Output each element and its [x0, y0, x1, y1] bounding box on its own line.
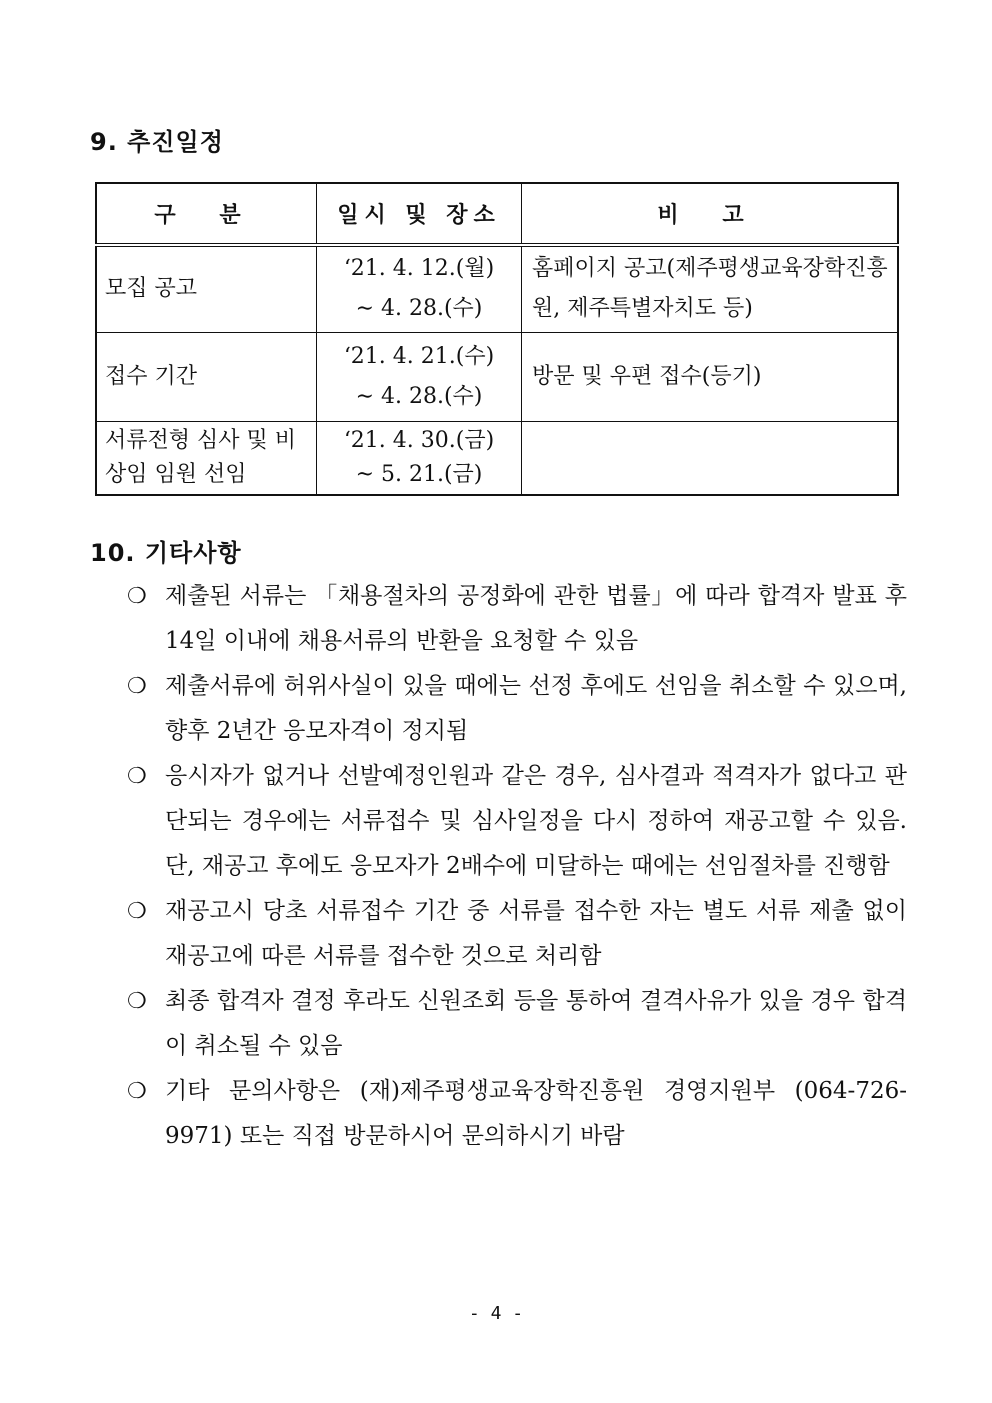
date-end: ∼ 4. 28.(수): [355, 296, 483, 322]
page-number: - 4 -: [468, 1303, 524, 1324]
note-text: 제출된 서류는 「채용절차의 공정화에 관한 법률」에 따라 합격자 발표 후 14일 이내에 채용서류의 반환을 요청할 수 있음: [165, 583, 907, 654]
circle-bullet-icon: ❍: [127, 989, 147, 1014]
date-start: ‘21. 4. 21.(수): [343, 343, 495, 369]
schedule-table: [95, 182, 899, 496]
list-item: [127, 574, 907, 664]
table-row: [96, 332, 898, 421]
list-item: [127, 754, 907, 889]
circle-bullet-icon: ❍: [127, 674, 147, 699]
date-end: ∼ 4. 28.(수): [355, 383, 483, 409]
header-remarks: 비 고: [522, 183, 899, 245]
table-row: [96, 421, 898, 495]
note-text: 최종 합격자 결정 후라도 신원조회 등을 통하여 결격사유가 있을 경우 합격이 취소될 수 있음: [165, 988, 907, 1059]
row-category: 접수 기간: [96, 332, 317, 421]
row-category: 모집 공고: [96, 245, 317, 332]
list-item: [127, 664, 907, 754]
section-10-title: 10. 기타사항: [90, 539, 242, 567]
row-date: [317, 245, 522, 332]
row-date: [317, 421, 522, 495]
note-text: 기타 문의사항은 (재)제주평생교육장학진흥원 경영지원부 (064-726-9971) 또는 직접 방문하시어 문의하시기 바람: [165, 1078, 907, 1149]
date-start: ‘21. 4. 30.(금): [343, 427, 495, 453]
note-text: 응시자가 없거나 선발예정인원과 같은 경우, 심사결과 적격자가 없다고 판단되는 경우에는 서류접수 및 심사일정을 다시 정하여 재공고할 수 있음. 단, 재공고 후에도 응모자가 2배수에 미달하는 때에는 선임절차를 진행함: [165, 763, 907, 879]
date-start: ‘21. 4. 12.(월): [343, 256, 495, 282]
circle-bullet-icon: ❍: [127, 764, 147, 789]
table-header-row: [96, 183, 898, 245]
list-item: [127, 979, 907, 1069]
header-date-place: 일시 및 장소: [317, 183, 522, 245]
note-text: 제출서류에 허위사실이 있을 때에는 선정 후에도 선임을 취소할 수 있으며, 향후 2년간 응모자격이 정지됨: [165, 673, 907, 744]
note-text: 재공고시 당초 서류접수 기간 중 서류를 접수한 자는 별도 서류 제출 없이 재공고에 따른 서류를 접수한 것으로 처리함: [165, 898, 907, 969]
date-end: ~ 5. 21.(금): [355, 461, 483, 487]
row-category: 서류전형 심사 및 비상임 임원 선임: [96, 421, 317, 495]
list-item: [127, 1069, 907, 1159]
circle-bullet-icon: ❍: [127, 1079, 147, 1104]
row-note: 방문 및 우편 접수(등기): [522, 332, 899, 421]
notes-list: [127, 574, 907, 1159]
circle-bullet-icon: ❍: [127, 584, 147, 609]
circle-bullet-icon: ❍: [127, 899, 147, 924]
table-row: [96, 245, 898, 332]
list-item: [127, 889, 907, 979]
section-9-title: 9. 추진일정: [90, 128, 224, 156]
row-note: [522, 421, 899, 495]
row-date: [317, 332, 522, 421]
row-note: 홈페이지 공고(제주평생교육장학진흥원, 제주특별자치도 등): [522, 245, 899, 332]
header-category: 구 분: [96, 183, 317, 245]
